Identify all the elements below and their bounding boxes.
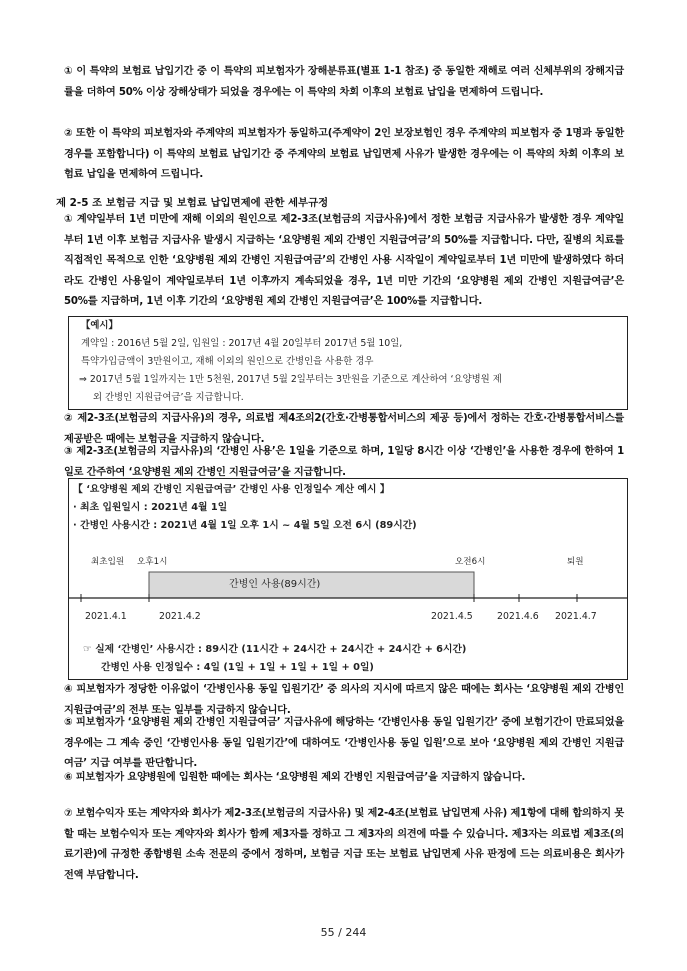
recognized-days: 간병인 사용 인정일수 : 4일 (1일 + 1일 + 1일 + 1일 + 0일)	[101, 662, 374, 673]
example-line: 특약가입금액이 3만원이고, 재해 이외의 원인으로 간병인을 사용한 경우	[81, 356, 374, 367]
usage-time: · 간병인 사용시간 : 2021년 4월 1일 오후 1시 ~ 4월 5일 오전 6시 (89시간)	[73, 520, 417, 531]
example-line: 계약일 : 2016년 5월 2일, 입원일 : 2017년 4월 20일부터 2017년 5월 10일,	[81, 338, 403, 349]
section-heading: 제 2-5 조 보험금 지급 및 보험료 납입면제에 관한 세부규정	[56, 197, 329, 209]
clause-7: ⑦ 보험수익자 또는 계약자와 회사가 제2-3조(보험금의 지급사유) 및 제2-4조(보험료 납입면제 사유) 제1항에 대해 합의하지 못할 때는 보험수익자 또는 계약자와 회사가 함께 제3자를 정하고 그 제3자의 의견에 따를 수 있습니다. 제3자는 의료법 제3조(의료기관)에 규정한 종합병원 소속 전문의 중에서 정하며, 보험금 지급 또는 보험료 납입면제 사유 판정에 드는 의료비용은 회사가 전액 부담합니다.	[64, 808, 624, 881]
actual-usage: ☞ 실제 ‘간병인’ 사용시간 : 89시간 (11시간 + 24시간 + 24시간 + 24시간 + 6시간)	[83, 644, 467, 655]
paragraph-exemption-1: ① 이 특약의 보험료 납입기간 중 이 특약의 피보험자가 장해분류표(별표 1-1 참조) 중 동일한 재해로 여러 신체부위의 장해지급률을 더하여 50% 이상 장해상태가 되었을 경우에는 이 특약의 차회 이후의 보험료 납입을 면제하여 드립니다.	[64, 66, 624, 98]
date-label: 2021.4.2	[159, 611, 201, 622]
date-label: 2021.4.1	[85, 611, 127, 622]
date-label: 2021.4.6	[497, 611, 539, 622]
clause-2: ② 제2-3조(보험금의 지급사유)의 경우, 의료법 제4조의2(간호·간병통합서비스의 제공 등)에서 정하는 간호·간병통합서비스를 제공받은 때에는 보험금을 지급하지 않습니다.	[64, 413, 624, 445]
clause-4: ④ 피보험자가 정당한 이유없이 ‘간병인사용 동일 입원기간’ 중 의사의 지시에 따르지 않은 때에는 회사는 ‘요양병원 제외 간병인 지원급여금’의 전부 또는 일부를 지급하지 않습니다.	[64, 684, 624, 716]
clause-6: ⑥ 피보험자가 요양병원에 입원한 때에는 회사는 ‘요양병원 제외 간병인 지원급여금’을 지급하지 않습니다.	[64, 772, 526, 783]
timeline-label-start: 오후1시	[137, 557, 168, 567]
example-line: ⇒ 2017년 5월 1일까지는 1만 5천원, 2017년 5월 2일부터는 3만원을 기준으로 계산하여 ‘요양병원 제	[79, 374, 502, 385]
date-label: 2021.4.5	[431, 611, 473, 622]
timeline-label-end: 오전6시	[455, 557, 486, 567]
timeline-label-admission: 최초입원	[91, 557, 125, 567]
timeline-label-discharge: 퇴원	[567, 557, 584, 567]
calc-title: 【 ‘요양병원 제외 간병인 지원급여금’ 간병인 사용 인정일수 계산 예시 】	[73, 484, 390, 495]
first-admission: · 최초 입원일시 : 2021년 4월 1일	[73, 502, 228, 513]
paragraph-exemption-2: ② 또한 이 특약의 피보험자와 주계약의 피보험자가 동일하고(주계약이 2인 보장보험인 경우 주계약의 피보험자 중 1명과 동일한 경우를 포함합니다) 이 특약의 보험료 납입기간 중 주계약의 보험료 납입면제 사유가 발생한 경우에는 이 특약의 차회 이후의 보험료 납입을 면제하여 드립니다.	[64, 128, 624, 180]
clause-5: ⑤ 피보험자가 ‘요양병원 제외 간병인 지원급여금’ 지급사유에 해당하는 ‘간병인사용 동일 입원기간’ 중에 보험기간이 만료되었을 경우에는 그 계속 중인 ‘간병인사용 동일 입원기간’에 대하여도 ‘간병인사용 동일 입원’으로 보아 ‘요양병원 제외 간병인 지원급여금’ 지급 여부를 판단합니다.	[64, 717, 624, 769]
clause-3: ③ 제2-3조(보험금의 지급사유)의 ‘간병인 사용’은 1일을 기준으로 하며, 1일당 8시간 이상 ‘간병인’을 사용한 경우에 한하여 1일로 간주하여 ‘요양병원 제외 간병인 지원급여금’을 지급합니다.	[64, 446, 624, 478]
example-line: 외 간병인 지원급여금’을 지급합니다.	[93, 392, 244, 403]
page-number: 55 / 244	[320, 926, 367, 939]
usage-bar-label: 간병인 사용(89시간)	[229, 579, 321, 590]
example-title: 【예시】	[81, 320, 118, 331]
clause-1: ① 계약일부터 1년 미만에 재해 이외의 원인으로 제2-3조(보험금의 지급사유)에서 정한 보험금 지급사유가 발생한 경우 계약일부터 1년 이후 보험금 지급사유 발생시 지급하는 ‘요양병원 제외 간병인 지원급여금’의 50%를 지급합니다. 다만, 질병의 치료를 직접적인 목적으로 인한 ‘요양병원 제외 간병인 지원급여금’의 간병인 사용 시작일이 계약일로부터 1년 미만에 발생하였다 하더라도 간병인 사용일이 계약일로부터 1년 이후까지 계속되었을 경우, 1년 미만 기간의 ‘요양병원 제외 간병인 지원급여금’은 50%를 지급하며, 1년 이후 기간의 ‘요양병원 제외 간병인 지원급여금’은 100%를 지급합니다.	[64, 214, 624, 307]
date-label: 2021.4.7	[555, 611, 597, 622]
example-box	[68, 316, 628, 410]
timeline-diagram	[69, 565, 627, 625]
calc-example-box	[68, 478, 628, 680]
